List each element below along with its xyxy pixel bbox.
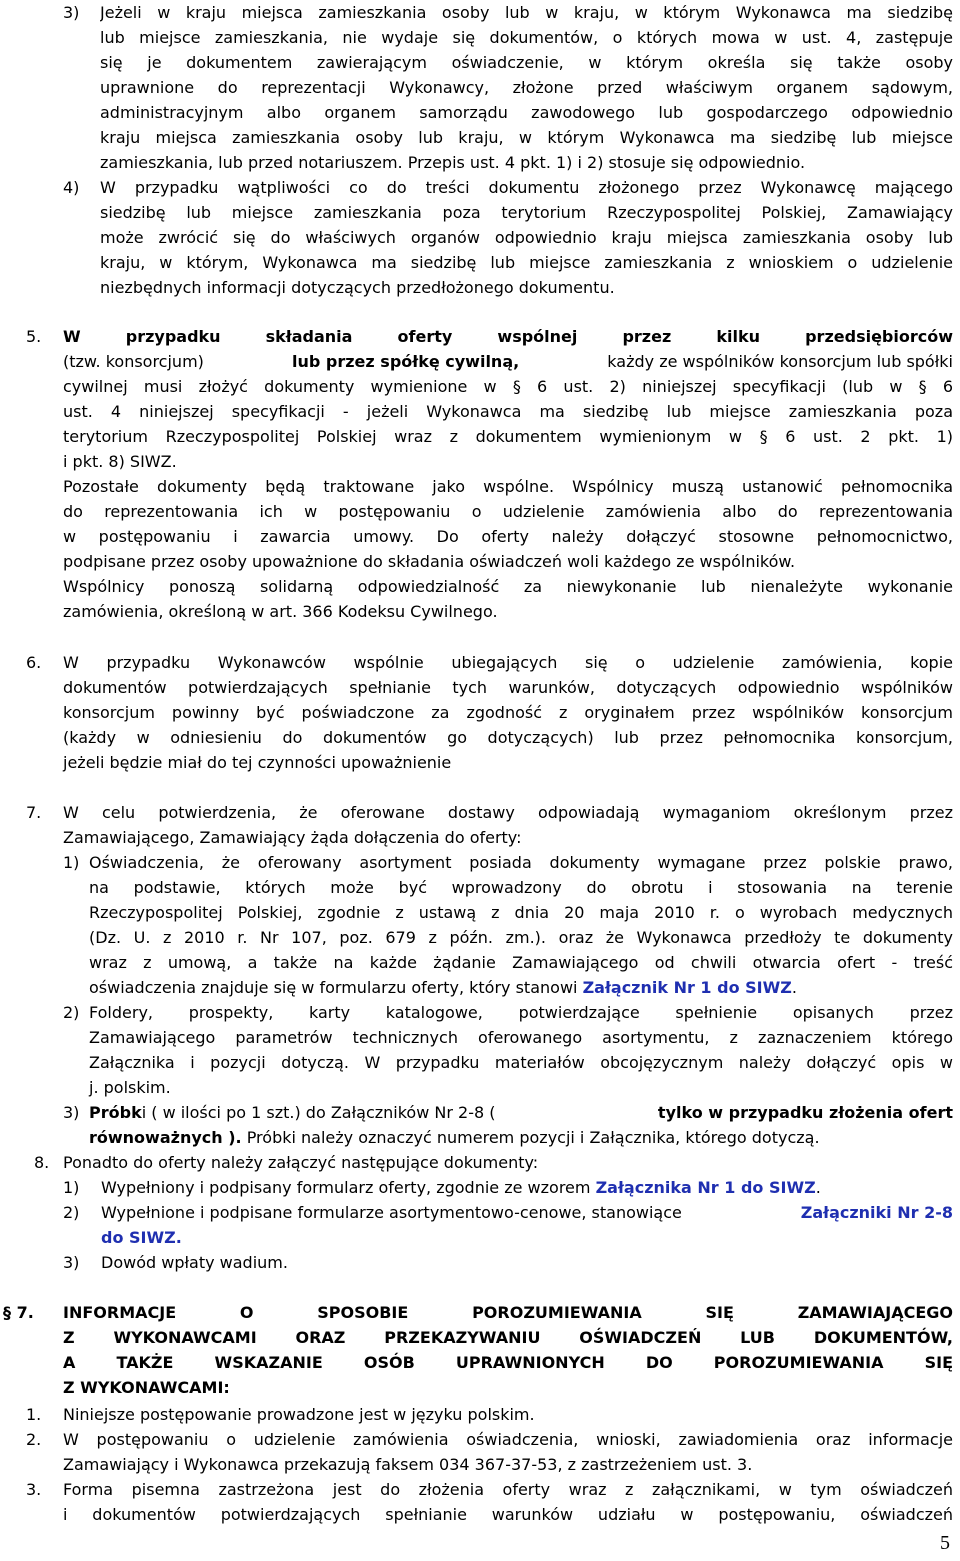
paragraph-line: (Dz. U. z 2010 r. Nr 107, poz. 679 z późn. zm.). oraz że Wykonawca przedłoży te dokumenty [89,928,953,947]
section-heading-line: Z WYKONAWCAMI ORAZ PRZEKAZYWANIU OŚWIADCZEŃ LUB DOKUMENTÓW, [63,1328,953,1347]
item-number: 3) [63,1103,80,1122]
text-run: (tzw. konsorcjum) [63,352,204,371]
item-number: 1) [63,1178,80,1197]
paragraph-line: W celu potwierdzenia, że oferowane dostawy odpowiadają wymaganiom określonym przez [63,803,953,822]
paragraph-line: wraz z umową, a także na każde żądanie Zamawiającego od chwili otwarcia ofert - treść [89,953,953,972]
text-run: Próbki należy oznaczyć numerem pozycji i Załącznika, którego dotyczą. [246,1128,820,1147]
paragraph-line [101,1175,821,1200]
paragraph-line [89,975,797,1000]
attachment-reference: Załącznika Nr 1 do SIWZ [595,1178,816,1197]
text-run-bold: lub przez spółkę cywilną, [292,352,520,371]
paragraph-line: i pkt. 8) SIWZ. [63,452,177,471]
paragraph-line: jeżeli będzie miał do tej czynności upoważnienie [63,753,452,772]
text-run-bold: Próbk [89,1103,142,1122]
paragraph-line: kraju, w którym, Wykonawca ma siedzibę lub miejsce zamieszkania z wnioskiem o udzielenie [100,253,953,272]
paragraph-line: W przypadku wątpliwości co do treści dokumentu złożonego przez Wykonawcę mającego [100,178,953,197]
section-heading-line: INFORMACJE O SPOSOBIE POROZUMIEWANIA SIĘ ZAMAWIAJĄCEGO [63,1303,953,1322]
paragraph-line: Rzeczypospolitej Polskiej, zgodnie z ustawą z dnia 20 maja 2010 r. o wyrobach medycznych [89,903,953,922]
paragraph-line: Dowód wpłaty wadium. [101,1253,288,1272]
paragraph-line: Jeżeli w kraju miejsca zamieszkania osoby lub w kraju, w którym Wykonawca ma siedzibę [100,3,953,22]
paragraph-line: Zamawiający i Wykonawca przekazują faksem 034 367-37-53, z zastrzeżeniem ust. 3. [63,1455,753,1474]
paragraph-line: do reprezentowania ich w postępowaniu o udzielenie zamówienia albo do reprezentowania [63,502,953,521]
attachment-reference: Załącznik Nr 1 do SIWZ [582,978,792,997]
item-number: 5. [26,327,42,346]
paragraph-line: zamieszkania, lub przed notariuszem. Przepis ust. 4 pkt. 1) i 2) stosuje się odpowiednio. [100,153,806,172]
paragraph-line: cywilnej musi złożyć dokumenty wymienione w § 6 ust. 2) niniejszej specyfikacji (lub w § 6 [63,377,953,396]
item-number: 6. [26,653,42,672]
paragraph-line: się je dokumentem zawierającym oświadczenie, w którym określa się także osoby [100,53,953,72]
paragraph-line: zamówienia, określoną w art. 366 Kodeksu Cywilnego. [63,602,498,621]
paragraph-line: konsorcjum powinny być poświadczone za zgodność z oryginałem przez wspólników konsorcjum [63,703,953,722]
paragraph-line [89,1100,953,1125]
paragraph-line: W przypadku Wykonawców wspólnie ubiegających się o udzielenie zamówienia, kopie [63,653,953,672]
paragraph-line: Pozostałe dokumenty będą traktowane jako wspólne. Wspólnicy muszą ustanowić pełnomocnika [63,477,953,496]
paragraph-line: niezbędnych informacji dotyczących przedłożonego dokumentu. [100,278,615,297]
paragraph-line: Niniejsze postępowanie prowadzone jest w języku polskim. [63,1405,535,1424]
text-run-bold: tylko w przypadku złożenia ofert [657,1103,953,1122]
text-run: każdy ze wspólników konsorcjum lub spółki [607,352,953,371]
paragraph-line [89,1125,820,1150]
item-number: 3) [63,3,80,22]
item-number: 2. [26,1430,42,1449]
paragraph-line: podpisane przez osoby upoważnione do składania oświadczeń woli każdego ze wspólników. [63,552,796,571]
paragraph-line: lub miejsce zamieszkania, nie wydaje się dokumentów, o których mowa w ust. 4, zastępuje [100,28,953,47]
section-heading-line: A TAKŻE WSKAZANIE OSÓB UPRAWNIONYCH DO POROZUMIEWANIA SIĘ [63,1353,953,1372]
paragraph-line: (każdy w odniesieniu do dokumentów go dotyczących) lub przez pełnomocnika konsorcjum, [63,728,953,747]
paragraph-line: Foldery, prospekty, karty katalogowe, potwierdzające spełnienie opisanych przez [89,1003,953,1022]
paragraph-line [63,349,953,374]
page-number: 5 [940,1532,950,1554]
paragraph-line: siedzibę lub miejsce zamieszkania poza terytorium Rzeczypospolitej Polskiej, Zamawiający [100,203,953,222]
paragraph-line: j. polskim. [89,1078,171,1097]
text-run-bold: równoważnych ). [89,1128,242,1147]
item-number: 3) [63,1253,80,1272]
paragraph-line: Wspólnicy ponoszą solidarną odpowiedzialność za niewykonanie lub nienależyte wykonanie [63,577,953,596]
text-run: . [791,978,797,997]
paragraph-line: Zamawiającego, Zamawiający żąda dołączenia do oferty: [63,828,522,847]
paragraph-line: uprawnione do reprezentacji Wykonawcy, złożone przed właściwym organem sądowym, [100,78,953,97]
item-number: 3. [26,1480,42,1499]
attachment-reference: do SIWZ. [101,1228,182,1247]
text-run: Wypełniony i podpisany formularz oferty, zgodnie ze wzorem [101,1178,591,1197]
paragraph-line: Załącznika i pozycji dotyczą. W przypadku materiałów obcojęzycznym należy dołączyć opis w [89,1053,953,1072]
paragraph-line: na podstawie, których może być wprowadzony do obrotu i stosowania na terenie [89,878,953,897]
paragraph-line: Zamawiającego parametrów technicznych oferowanego asortymentu, z zaznaczeniem którego [89,1028,953,1047]
text-run: oświadczenia znajduje się w formularzu oferty, który stanowi [89,978,578,997]
section-heading-line: Z WYKONAWCAMI: [63,1378,230,1397]
paragraph-line: Oświadczenia, że oferowany asortyment posiada dokumenty wymagane przez polskie prawo, [89,853,953,872]
paragraph-line: w postępowaniu i zawarcia umowy. Do oferty należy dołączyć stosowne pełnomocnictwo, [63,527,953,546]
paragraph-line: dokumentów potwierdzających spełnianie tych warunków, dotyczących odpowiednio wspólników [63,678,953,697]
item-number: 1. [26,1405,42,1424]
item-number: 2) [63,1003,80,1022]
paragraph-heading: W przypadku składania oferty wspólnej przez kilku przedsiębiorców [63,327,953,346]
paragraph-line: kraju miejsca zamieszkania osoby lub kraju, w którym Wykonawca ma siedzibę lub miejsce [100,128,953,147]
paragraph-line: ust. 4 niniejszej specyfikacji - jeżeli Wykonawca ma siedzibę lub miejsce zamieszkania poza [63,402,953,421]
paragraph-line: W postępowaniu o udzielenie zamówienia oświadczenia, wnioski, zawiadomienia oraz informacje [63,1430,953,1449]
attachment-reference: Załączniki Nr 2-8 [800,1203,953,1222]
text-run: . [815,1178,821,1197]
section-mark: § 7. [3,1303,34,1322]
paragraph-line: i dokumentów potwierdzających spełnianie warunków udziału w postępowaniu, oświadczeń [63,1505,953,1524]
item-number: 8. [34,1153,50,1172]
paragraph-line: może zwrócić się do właściwych organów odpowiednio kraju miejsca zamieszkania osoby lub [100,228,953,247]
item-number: 7. [26,803,42,822]
paragraph-line: administracyjnym albo organem samorządu zawodowego lub gospodarczego odpowiednio [100,103,953,122]
text-run: i ( w ilości po 1 szt.) do Załączników Nr 2-8 ( [141,1103,496,1122]
item-number: 2) [63,1203,80,1222]
paragraph-line: Forma pisemna zastrzeżona jest do złożenia oferty wraz z załącznikami, w tym oświadczeń [63,1480,953,1499]
item-number: 4) [63,178,80,197]
text-run: Wypełnione i podpisane formularze asortymentowo-cenowe, stanowiące [101,1203,682,1222]
item-number: 1) [63,853,80,872]
paragraph-line [101,1200,953,1225]
paragraph-line: Ponadto do oferty należy załączyć następujące dokumenty: [63,1153,539,1172]
paragraph-line: terytorium Rzeczypospolitej Polskiej wraz z dokumentem wymienionym w § 6 ust. 2 pkt. 1) [63,427,953,446]
